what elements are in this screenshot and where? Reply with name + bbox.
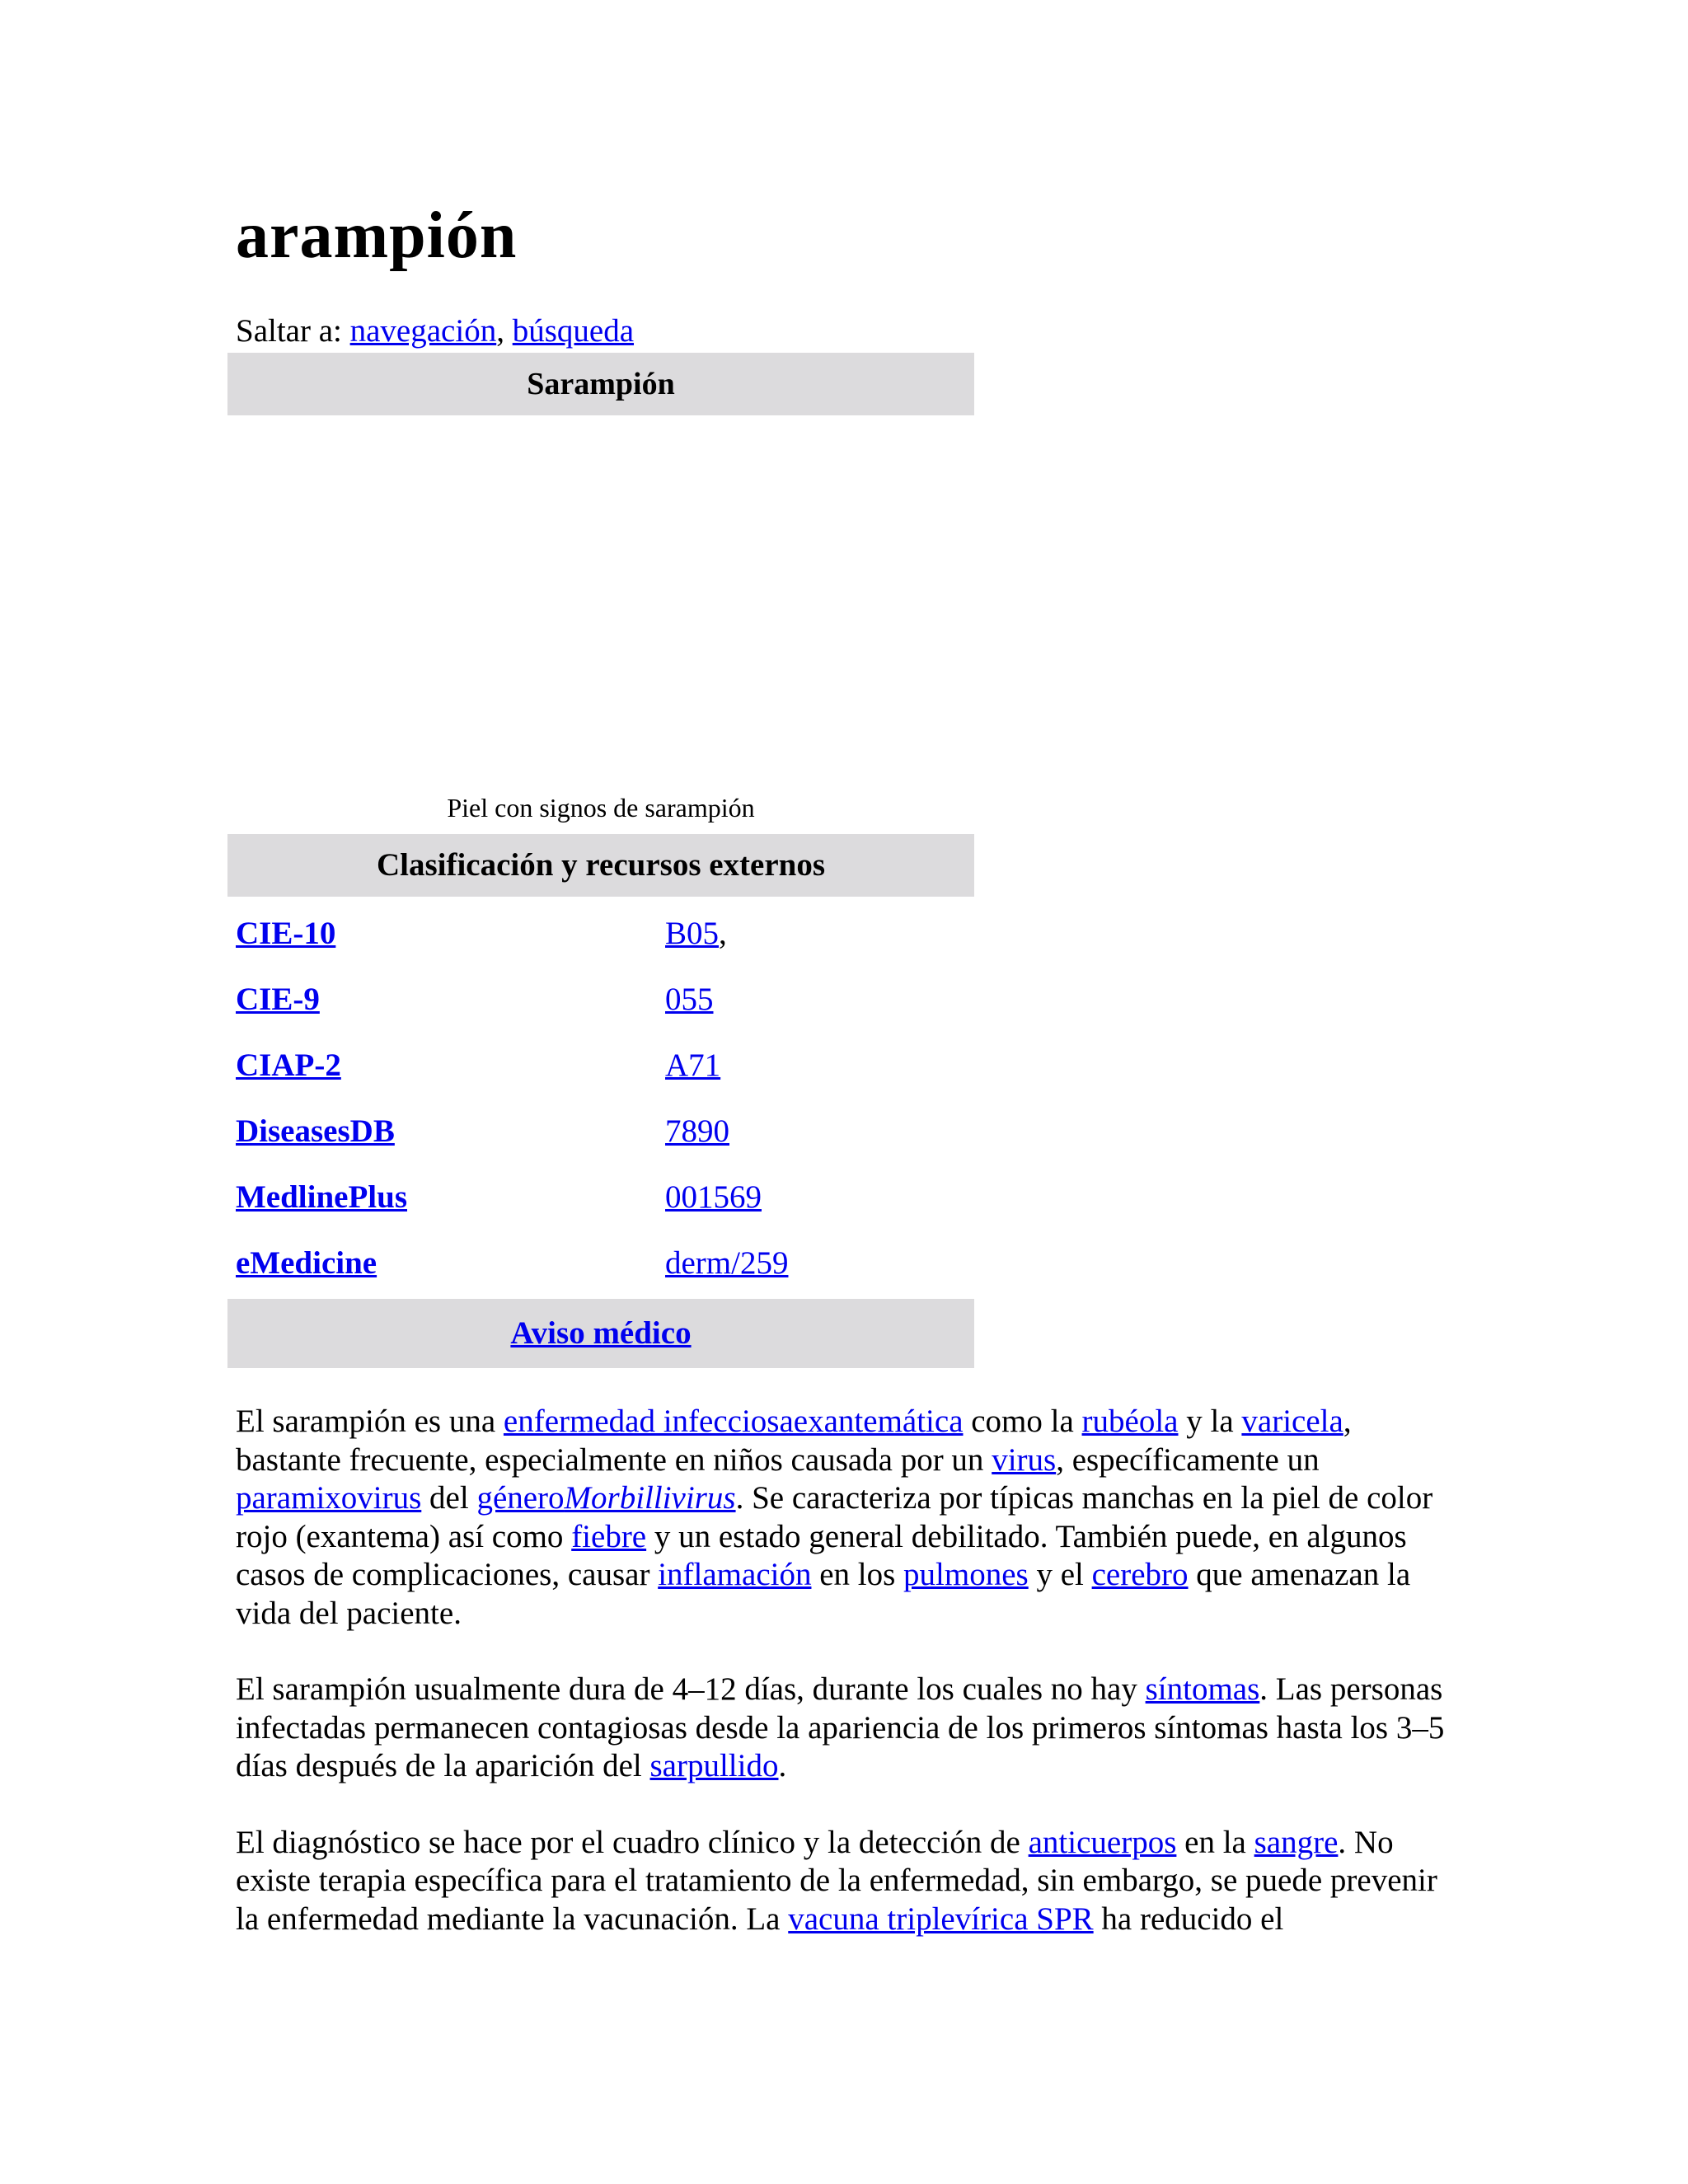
infobox-value-link[interactable]: 001569: [665, 1179, 762, 1215]
link-enfermedad-infecciosa[interactable]: enfermedad infecciosaexantemática: [503, 1404, 964, 1439]
infobox-rows: [227, 897, 974, 1299]
text-run: en los: [811, 1557, 904, 1592]
text-run: como la: [963, 1404, 1082, 1439]
link-fiebre[interactable]: fiebre: [571, 1518, 647, 1554]
link-genero[interactable]: género: [476, 1480, 565, 1516]
infobox-header: Sarampión: [227, 353, 974, 415]
text-run: . Las personas infectadas permanecen contagiosas desde la apariencia de los primeros síntomas hasta los 3–5 días después de la aparición del: [236, 1671, 1445, 1783]
link-sangre[interactable]: sangre: [1254, 1824, 1339, 1860]
link-sintomas[interactable]: síntomas: [1145, 1671, 1260, 1707]
link-inflamacion[interactable]: inflamación: [658, 1557, 812, 1592]
text-run: El sarampión usualmente dura de 4–12 días, durante los cuales no hay: [236, 1671, 1146, 1707]
skip-links: [236, 308, 634, 354]
infobox-value-link[interactable]: derm/259: [665, 1244, 789, 1281]
link-anticuerpos[interactable]: anticuerpos: [1028, 1824, 1177, 1860]
infobox-value-link[interactable]: 7890: [665, 1113, 729, 1149]
infobox-value-link[interactable]: 055: [665, 981, 714, 1017]
paragraph-3: [236, 1824, 1456, 1939]
skip-link-search[interactable]: búsqueda: [512, 313, 635, 349]
infobox-key-link[interactable]: CIE-10: [236, 915, 336, 951]
page-title: arampión: [236, 199, 518, 272]
skip-link-navigation[interactable]: navegación: [349, 313, 497, 349]
infobox-key-link[interactable]: CIE-9: [236, 981, 320, 1017]
infobox-row-medlineplus: [227, 1164, 974, 1230]
infobox-value-link[interactable]: B05: [665, 915, 720, 951]
infobox-key-link[interactable]: eMedicine: [236, 1244, 377, 1281]
infobox-row-emedicine: [227, 1230, 974, 1296]
text-run: del: [421, 1480, 477, 1516]
text-run: que amenazan la vida del paciente.: [236, 1557, 1411, 1631]
link-virus[interactable]: virus: [992, 1441, 1057, 1478]
text-run: .: [778, 1748, 787, 1783]
link-varicela[interactable]: varicela: [1241, 1404, 1343, 1439]
infobox-row-cie10: [227, 900, 974, 966]
article-body: [236, 1403, 1456, 1976]
link-pulmones[interactable]: pulmones: [903, 1557, 1029, 1592]
text-run: ha reducido el: [1093, 1900, 1284, 1937]
text-run: y la: [1178, 1404, 1242, 1439]
infobox-image-placeholder: [227, 415, 974, 791]
link-vacuna-triplevirica[interactable]: vacuna triplevírica SPR: [788, 1900, 1094, 1937]
text-run: . No existe terapia específica para el tratamiento de la enfermedad, sin embargo, se puede prevenir la enfermedad mediante la vacunación. La: [236, 1824, 1437, 1937]
infobox-value-suffix: ,: [719, 915, 727, 951]
link-morbillivirus[interactable]: [565, 1480, 736, 1516]
text-run: en la: [1176, 1824, 1254, 1860]
infobox-key-link[interactable]: CIAP-2: [236, 1047, 341, 1083]
medical-notice-link[interactable]: Aviso médico: [510, 1315, 692, 1351]
text-run: . Se caracteriza por típicas manchas en la piel de color rojo (exantema) así como: [236, 1480, 1433, 1554]
infobox-value-link[interactable]: A71: [665, 1047, 721, 1083]
link-sarpullido[interactable]: sarpullido: [649, 1748, 779, 1783]
skip-separator: ,: [496, 313, 513, 349]
paragraph-2: [236, 1671, 1456, 1786]
text-run: y el: [1028, 1557, 1092, 1592]
link-paramixovirus[interactable]: paramixovirus: [236, 1480, 422, 1516]
text-run: y un estado general debilitado. También puede, en algunos casos de complicaciones, causar: [236, 1518, 1407, 1592]
infobox: [227, 353, 974, 1368]
infobox-footer: [227, 1299, 974, 1368]
paragraph-1: [236, 1403, 1456, 1633]
infobox-key-link[interactable]: MedlinePlus: [236, 1179, 408, 1215]
text-run: El diagnóstico se hace por el cuadro clínico y la detección de: [236, 1824, 1029, 1860]
link-rubeola[interactable]: rubéola: [1081, 1404, 1179, 1439]
infobox-row-cie9: [227, 966, 974, 1032]
text-run: El sarampión es una: [236, 1404, 504, 1439]
infobox-row-ciap2: [227, 1032, 974, 1098]
text-run: , bastante frecuente, especialmente en niños causada por un: [236, 1404, 1352, 1478]
infobox-row-diseasesdb: [227, 1098, 974, 1164]
italic-text: Morbillivirus: [564, 1480, 736, 1516]
infobox-section-title: Clasificación y recursos externos: [227, 834, 974, 897]
link-cerebro[interactable]: cerebro: [1091, 1557, 1189, 1592]
text-run: , específicamente un: [1056, 1441, 1320, 1478]
skip-prefix: Saltar a:: [236, 313, 350, 349]
infobox-key-link[interactable]: DiseasesDB: [236, 1113, 395, 1149]
infobox-caption: Piel con signos de sarampión: [447, 793, 755, 823]
